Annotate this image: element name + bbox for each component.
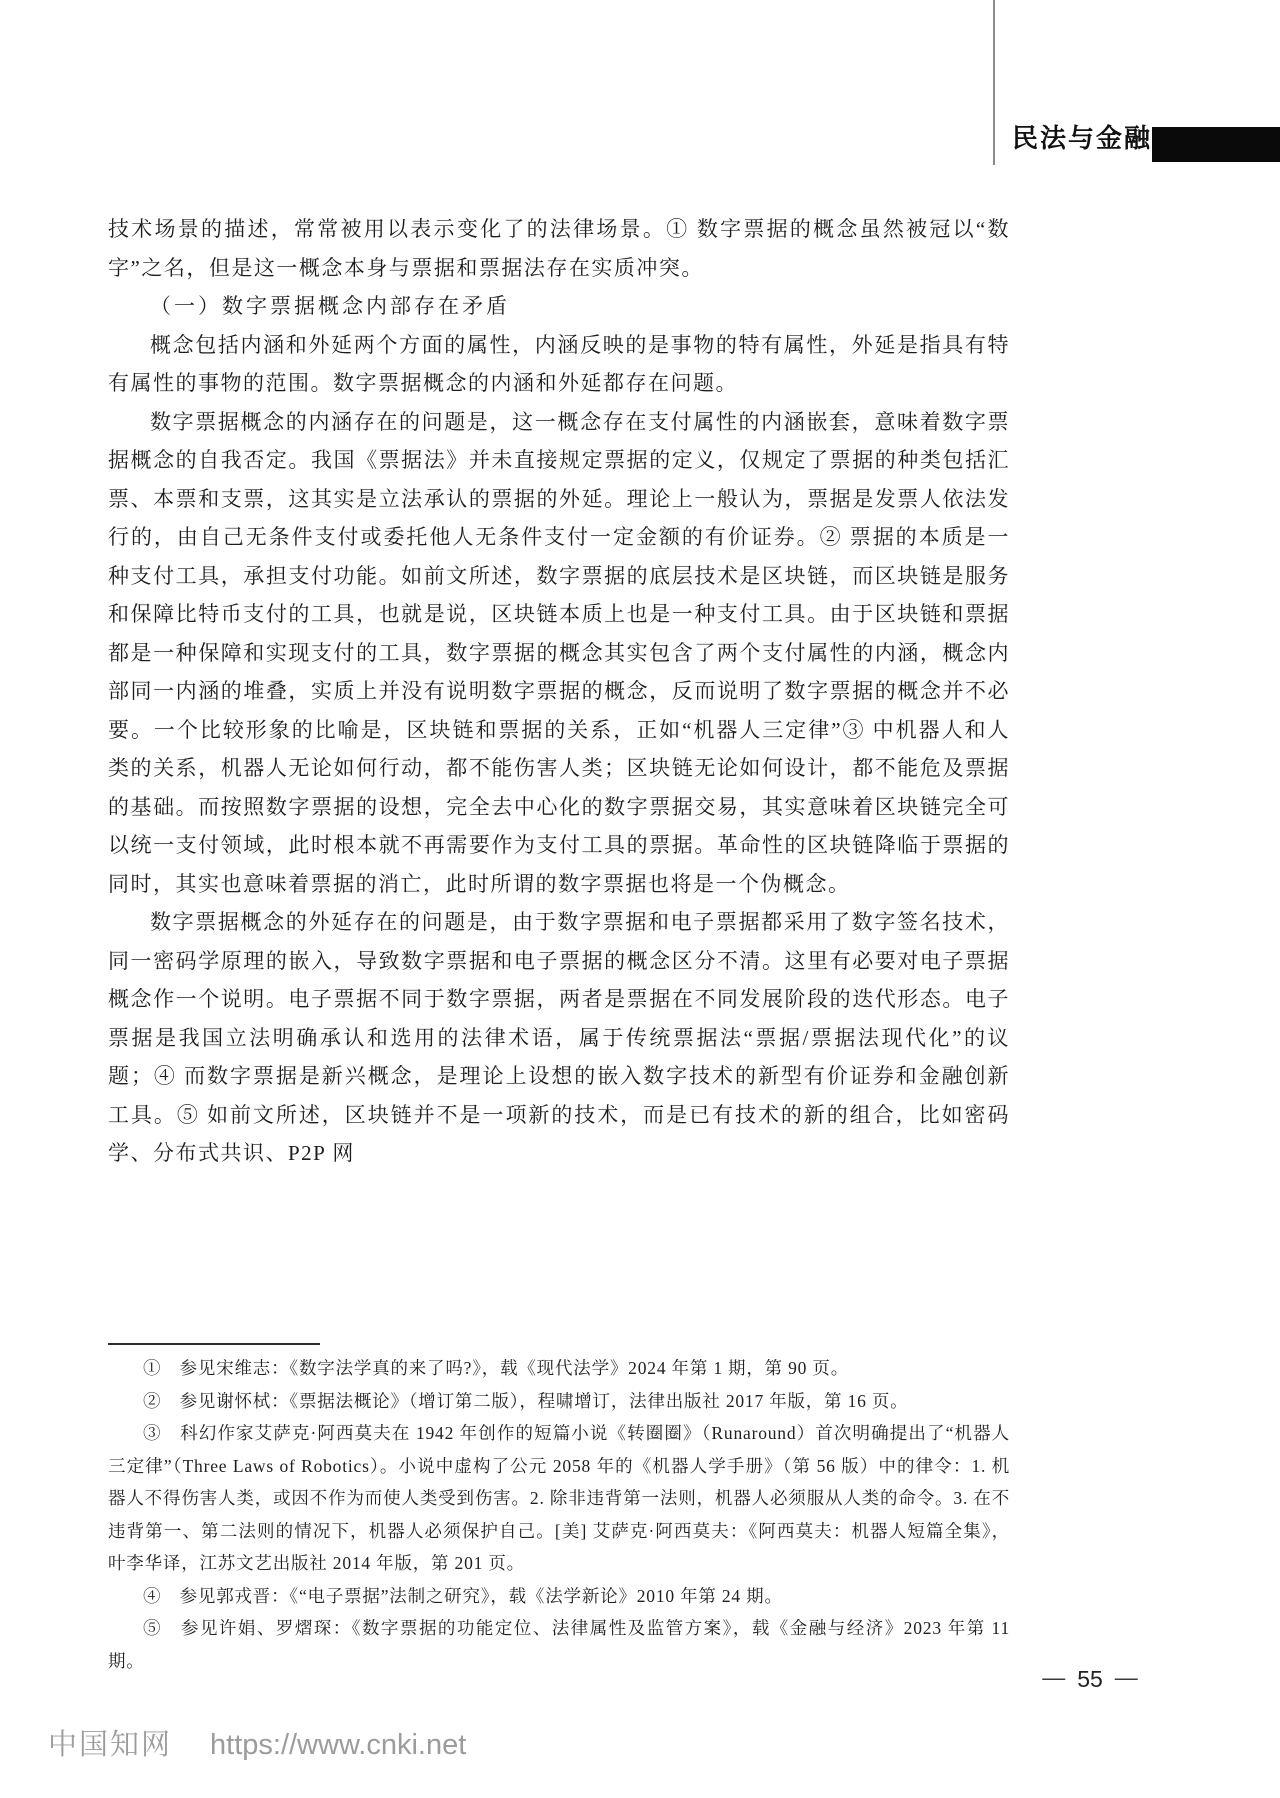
section-subheading: （一）数字票据概念内部存在矛盾 <box>150 294 510 318</box>
body-paragraph: 概念包括内涵和外延两个方面的属性，内涵反映的是事物的特有属性，外延是指具有特有属性的事物的范围。数字票据概念的内涵和外延都存在问题。 <box>108 332 1010 395</box>
footnote: ① 参见宋维志：《数字法学真的来了吗?》，载《现代法学》2024 年第 1 期，第 90 页。 <box>143 1358 849 1378</box>
section-title: 民法与金融 <box>1012 123 1153 153</box>
footnote: ② 参见谢怀栻：《票据法概论》（增订第二版），程啸增订，法律出版社 2017 年版，第 16 页。 <box>143 1390 909 1411</box>
header-black-bar <box>1152 127 1280 162</box>
cnki-url[interactable]: https://www.cnki.net <box>210 1729 467 1761</box>
cnki-footer <box>48 1722 466 1763</box>
page-number <box>1000 1666 1180 1693</box>
article-body <box>108 210 1010 1173</box>
footnote-separator <box>108 1343 320 1345</box>
page-number-right-dash: — <box>1114 1664 1138 1690</box>
body-paragraph: 数字票据概念的外延存在的问题是，由于数字票据和电子票据都采用了数字签名技术，同一密码学原理的嵌入，导致数字票据和电子票据的概念区分不清。这里有必要对电子票据概念作一个说明。电子票据不同于数字票据，两者是票据在不同发展阶段的迭代形态。电子票据是我国立法明确承认和选用的法律术语，属于传统票据法“票据/票据法现代化”的议题；④ 而数字票据是新兴概念，是理论上设想的嵌入数字技术的新型有价证券和金融创新工具。⑤ 如前文所述，区块链并不是一项新的技术，而是已有技术的新的组合，比如密码学、分布式共识、P2P 网 <box>108 910 1010 1165</box>
page-number-value: 55 <box>1077 1666 1103 1692</box>
footnote: ④ 参见郭戎晋：《“电子票据”法制之研究》，载《法学新论》2010 年第 24 期。 <box>143 1585 783 1606</box>
footnote: ⑤ 参见许娟、罗熠琛：《数字票据的功能定位、法律属性及监管方案》，载《金融与经济》2023 年第 11 期。 <box>108 1618 1010 1671</box>
footnotes-block <box>108 1352 1010 1677</box>
cnki-brand: 中国知网 <box>48 1729 173 1761</box>
body-paragraph-continuation: 技术场景的描述，常常被用以表示变化了的法律场景。① 数字票据的概念虽然被冠以“数字”之名，但是这一概念本身与票据和票据法存在实质冲突。 <box>108 217 1010 280</box>
body-paragraph: 数字票据概念的内涵存在的问题是，这一概念存在支付属性的内涵嵌套，意味着数字票据概念的自我否定。我国《票据法》并未直接规定票据的定义，仅规定了票据的种类包括汇票、本票和支票，这其实是立法承认的票据的外延。理论上一般认为，票据是发票人依法发行的，由自己无条件支付或委托他人无条件支付一定金额的有价证券。② 票据的本质是一种支付工具，承担支付功能。如前文所述，数字票据的底层技术是区块链，而区块链是服务和保障比特币支付的工具，也就是说，区块链本质上也是一种支付工具。由于区块链和票据都是一种保障和实现支付的工具，数字票据的概念其实包含了两个支付属性的内涵，概念内部同一内涵的堆叠，实质上并没有说明数字票据的概念，反而说明了数字票据的概念并不必要。一个比较形象的比喻是，区块链和票据的关系，正如“机器人三定律”③ 中机器人和人类的关系，机器人无论如何行动，都不能伤害人类；区块链无论如何设计，都不能危及票据的基础。而按照数字票据的设想，完全去中心化的数字票据交易，其实意味着区块链完全可以统一支付领域，此时根本就不再需要作为支付工具的票据。革命性的区块链降临于票据的同时，其实也意味着票据的消亡，此时所谓的数字票据也将是一个伪概念。 <box>108 409 1010 896</box>
header-divider-line <box>993 0 995 165</box>
page-number-left-dash: — <box>1042 1664 1066 1690</box>
footnote: ③ 科幻作家艾萨克·阿西莫夫在 1942 年创作的短篇小说《转圈圈》（Runaround）首次明确提出了“机器人三定律”（Three Laws of Robotics）。小说中虚构了公元 2058 年的《机器人学手册》（第 56 版）中的律令：1. 机器人不得伤害人类，或因不作为而使人类受到伤害。2. 除非违背第一法则，机器人必须服从人类的命令。3. 在不违背第一、第二法则的情况下，机器人必须保护自己。[美] 艾萨克·阿西莫夫：《阿西莫夫：机器人短篇全集》，叶李华译，江苏文艺出版社 2014 年版，第 201 页。 <box>108 1423 1010 1573</box>
